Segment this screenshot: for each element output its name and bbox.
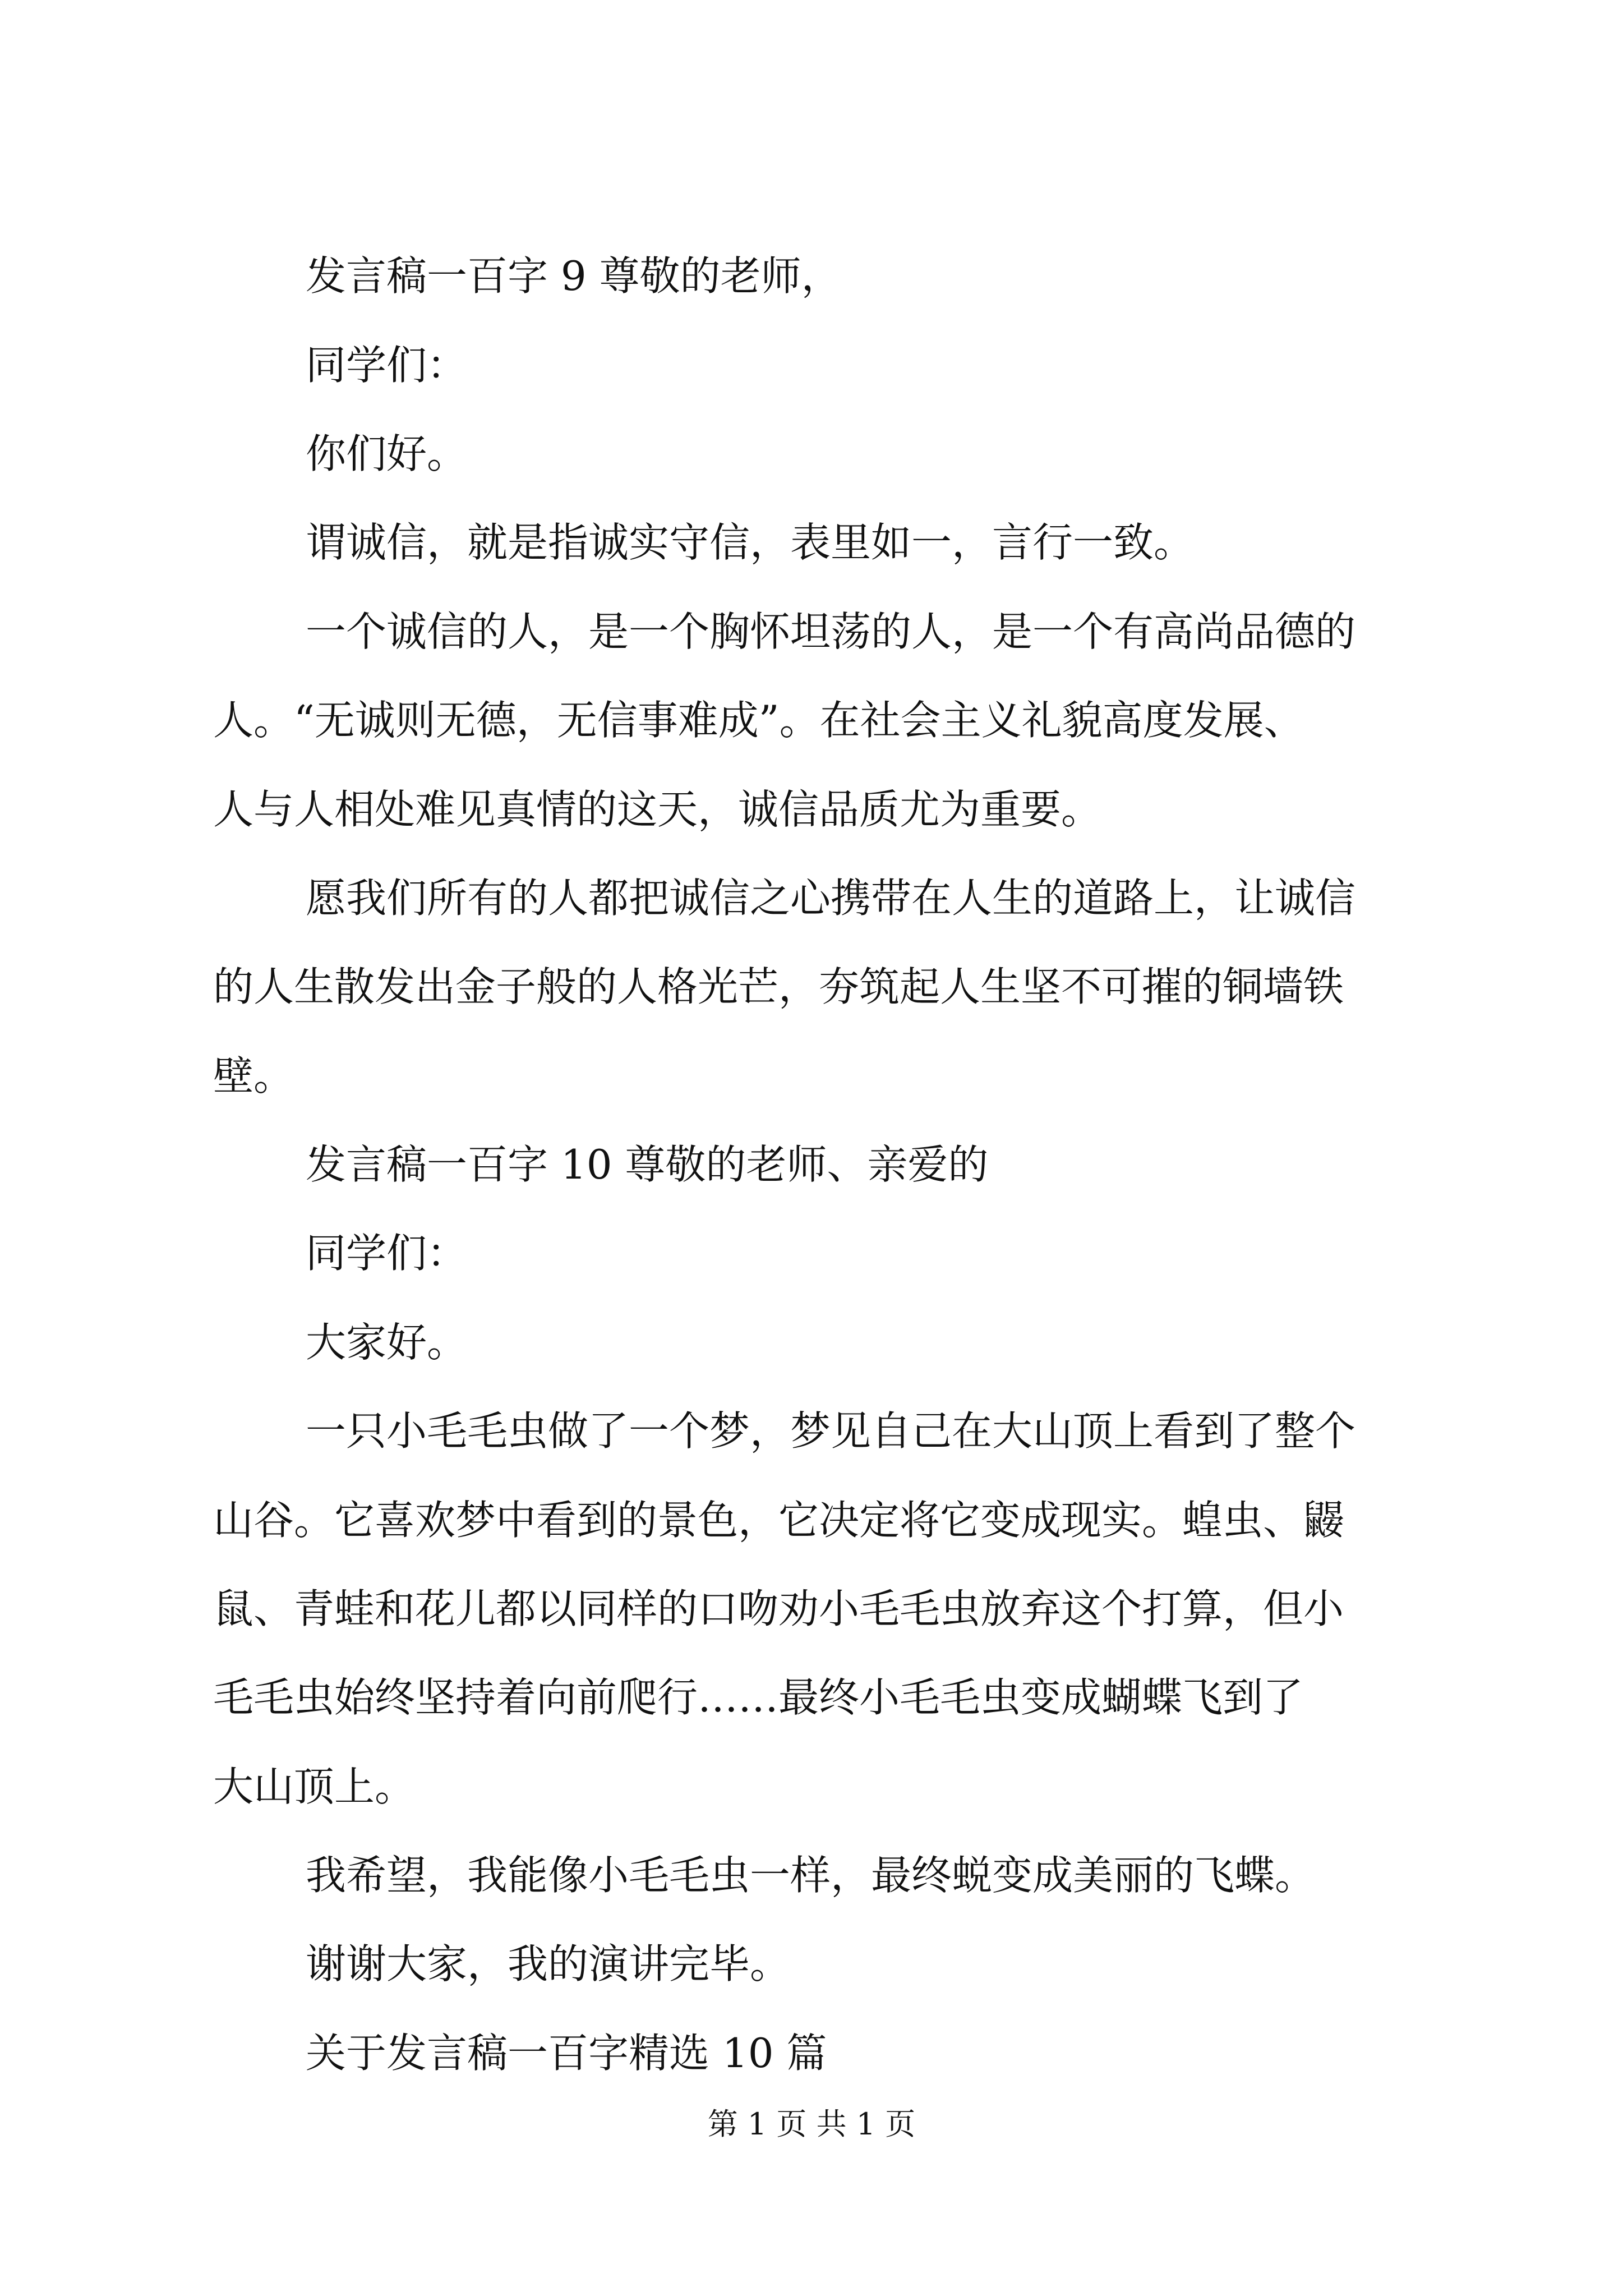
text-line-classmates: 同学们： bbox=[306, 1230, 468, 1277]
text-line: 人。“无诚则无德，无信事难成”。在社会主义礼貌高度发展、 bbox=[213, 697, 1304, 744]
text-line-heading-10: 发言稿一百字 10 尊敬的老师、亲爱的 bbox=[306, 1141, 989, 1188]
text-line: 我希望，我能像小毛毛虫一样，最终蜕变成美丽的飞蝶。 bbox=[306, 1852, 1316, 1899]
text-line-greeting: 大家好。 bbox=[306, 1319, 468, 1366]
text-line: 壁。 bbox=[213, 1052, 294, 1099]
text-line-classmates: 同学们： bbox=[306, 342, 468, 389]
text-line: 大山顶上。 bbox=[213, 1763, 416, 1810]
text-line: 一只小毛毛虫做了一个梦，梦见自己在大山顶上看到了整个 bbox=[306, 1407, 1356, 1455]
text-line: 谓诚信，就是指诚实守信，表里如一，言行一致。 bbox=[306, 519, 1195, 566]
text-line: 愿我们所有的人都把诚信之心携带在人生的道路上，让诚信 bbox=[306, 875, 1356, 922]
text-line: 山谷。它喜欢梦中看到的景色，它决定将它变成现实。蝗虫、鼹 bbox=[213, 1497, 1344, 1544]
text-line: 毛毛虫始终坚持着向前爬行……最终小毛毛虫变成蝴蝶飞到了 bbox=[213, 1674, 1304, 1721]
text-line: 的人生散发出金子般的人格光芒，夯筑起人生坚不可摧的铜墙铁 bbox=[213, 963, 1344, 1010]
text-line-title: 关于发言稿一百字精选 10 篇 bbox=[306, 2030, 827, 2077]
text-line-heading-9: 发言稿一百字 9 尊敬的老师， bbox=[306, 252, 842, 300]
text-line: 鼠、青蛙和花儿都以同样的口吻劝小毛毛虫放弃这个打算，但小 bbox=[213, 1585, 1344, 1632]
text-line: 一个诚信的人，是一个胸怀坦荡的人，是一个有高尚品德的 bbox=[306, 608, 1356, 655]
text-line-closing: 谢谢大家，我的演讲完毕。 bbox=[306, 1940, 791, 1987]
text-line: 人与人相处难见真情的这天，诚信品质尤为重要。 bbox=[213, 786, 1102, 833]
text-line-greeting: 你们好。 bbox=[306, 430, 468, 477]
page-footer: 第 1 页 共 1 页 bbox=[707, 2106, 916, 2142]
